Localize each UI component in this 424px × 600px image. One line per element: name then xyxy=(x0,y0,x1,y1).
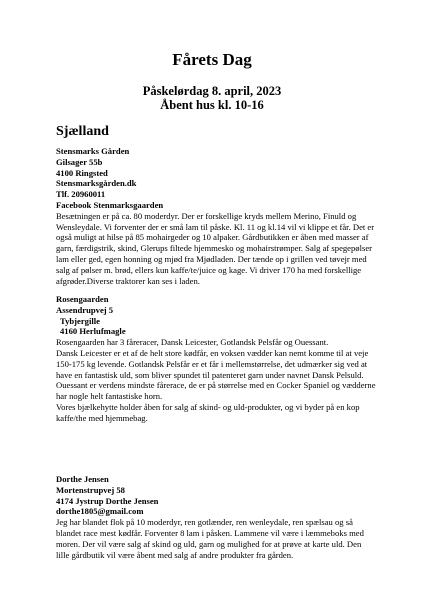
farm-entry-stensmarks xyxy=(56,146,376,286)
farm-address-street: Gilsager 55b xyxy=(56,156,103,167)
farm-entry-dorthe-jensen xyxy=(56,474,376,560)
opening-hours: Åbent hus kl. 10-16 xyxy=(160,98,264,112)
farm-address-street: Assendrupvej 5 xyxy=(56,304,114,315)
farm-description: Jeg har blandet flok på 10 moderdyr, ren gotlænder, ren wenleydale, ren spælsau og så blandet race mest kødfår. Forventer 8 lam i påsken. Lammene vil være i læmmeboks med moren. Der vil være salg af skind og uld, garn og mulighed for at prøve at karte uld. Den lille gårdbutik vil være åbent med salg af andre produkter fra gården. xyxy=(56,517,364,560)
farm-address-locality: Tybjergille xyxy=(60,315,100,326)
farm-address-city: 4100 Ringsted xyxy=(56,167,108,178)
farm-description: Rosengaarden har 3 fåreracer, Dansk Leicester, Gotlandsk Pelsfår og Ouessant. Dansk Leicester er et af de helt store kødfår, en voksen vædder kan nemt komme til at veje 150-175 kg levende. Gotlandsk Pelsfår er et får i mellemstørrelse, det udmærker sig ved at have en fantastisk uld, som bliver spundet til patenteret garn under navnet Dansk Pelsuld. Ouessant er verdens mindste fårerace, de er på størrelse med en Cocker Spaniel og vædderne har nogle helt fantastiske horn. Vores bjælkehytte holder åben for salg af skind- og uld-produkter, og vi byder på en kop kaffe/the med hjemmebag. xyxy=(56,337,376,423)
event-date: Påskelørdag 8. april, 2023 xyxy=(142,84,282,98)
farm-description: Besætningen er på ca. 80 moderdyr. Der er forskellige kryds mellem Merino, Finuld og Wensleydale. Vi forventer der er små lam til påske. Kl. 11 og kl.14 vil vi klippe et får. Det er også muligt at hilse på 85 mohairgeder og 10 alpaker. Gårdbutikken er åben med masser af garn, færdigstrik, skind, Glerups filtede hjemmesko og mohairstrømper. Salg af spegepølser lam eller ged, egen honning og mjød fra Mjødladen. Der tænde op i grillen ved tøvejr med salg af pølser m. brød, ellers kun kaffe/te/juice og kage. Vi driver 170 ha med forskellige afgrøder.Diverse traktorer kan ses i laden. xyxy=(56,210,375,286)
farm-name: Dorthe Jensen xyxy=(56,474,109,484)
page-title: Fårets Dag xyxy=(172,50,252,69)
farm-name: Stensmarks Gården xyxy=(56,146,130,156)
region-heading: Sjælland xyxy=(56,124,109,139)
farm-address-street: Mortenstrupvej 58 xyxy=(56,484,125,495)
farm-entry-rosengaarden xyxy=(56,294,376,424)
farm-phone: Tlf. 20960011 xyxy=(56,189,106,200)
farm-description-intro xyxy=(56,337,376,423)
farm-facebook: Facebook Stenmarksgaarden xyxy=(56,199,164,210)
farm-email-link[interactable]: dorthe1805@gmail.com xyxy=(56,506,144,517)
farm-name: Rosengaarden xyxy=(56,294,109,304)
farm-website-link[interactable]: Stensmarksgården.dk xyxy=(56,178,137,189)
farm-address-city: 4160 Herlufmagle xyxy=(60,326,126,337)
farm-address-city: 4174 Jystrup Dorthe Jensen xyxy=(56,495,159,506)
